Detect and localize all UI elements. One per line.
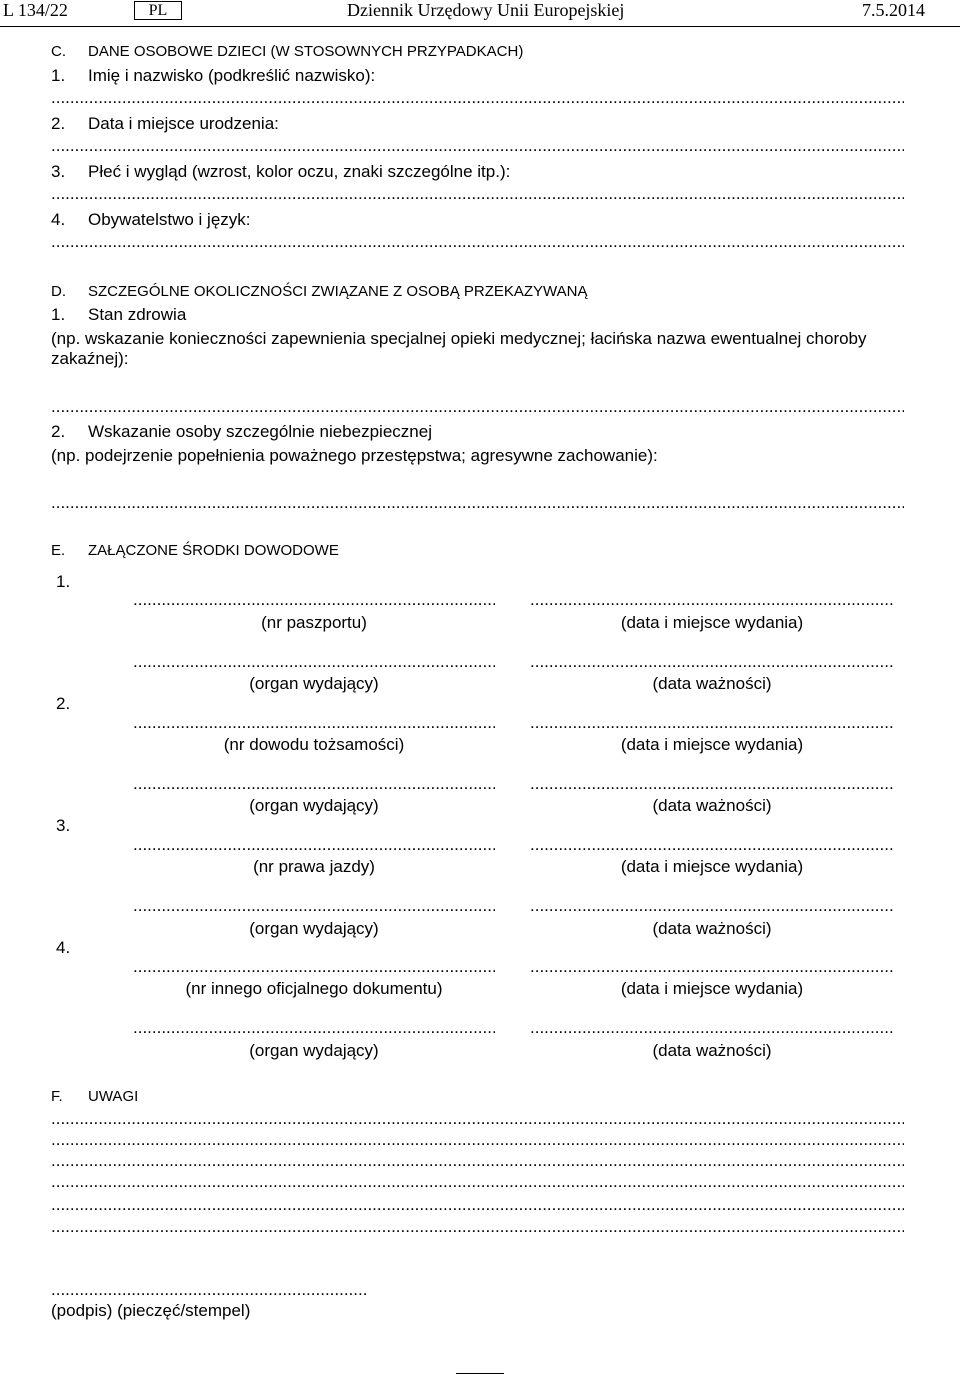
e-item-4-issue-field[interactable] — [530, 958, 894, 975]
c-item-4-label: Obywatelstwo i język: — [88, 210, 251, 229]
e-item-2-authority-caption: (organ wydający) — [249, 796, 379, 815]
c-item-4-number: 4. — [51, 210, 66, 229]
e-item-4-doc-caption: (nr innego oficjalnego dokumentu) — [185, 979, 443, 998]
e-item-3-validity-caption: (data ważności) — [652, 919, 772, 938]
e-item-1-issue-caption: (data i miejsce wydania) — [620, 613, 804, 632]
c-item-2-label: Data i miejsce urodzenia: — [88, 114, 279, 133]
e-item-2-issue-caption: (data i miejsce wydania) — [620, 735, 804, 754]
section-d-heading: SZCZEGÓLNE OKOLICZNOŚCI ZWIĄZANE Z OSOBĄ PRZEKAZYWANĄ — [88, 283, 588, 300]
section-f-letter: F. — [51, 1088, 63, 1105]
footer-rule — [456, 1373, 504, 1374]
e-item-4-authority-caption: (organ wydający) — [249, 1041, 379, 1060]
d-item-2-number: 2. — [51, 422, 66, 441]
c-item-2-field[interactable] — [51, 137, 904, 154]
e-item-3-number: 3. — [56, 816, 71, 835]
e-item-4-number: 4. — [56, 938, 71, 957]
e-item-3-doc-field[interactable] — [133, 836, 495, 853]
e-item-2-doc-field[interactable] — [133, 714, 495, 731]
e-item-4-issue-caption: (data i miejsce wydania) — [620, 979, 804, 998]
signature-caption: (podpis) (pieczęć/stempel) — [51, 1301, 251, 1320]
remarks-line[interactable] — [51, 1131, 904, 1148]
e-item-2-number: 2. — [56, 694, 71, 713]
e-item-1-validity-caption: (data ważności) — [652, 674, 772, 693]
journal-title: Dziennik Urzędowy Unii Europejskiej — [347, 0, 625, 20]
d-item-1-number: 1. — [51, 305, 66, 324]
e-item-4-doc-field[interactable] — [133, 958, 495, 975]
c-item-1-field[interactable] — [51, 89, 904, 106]
e-item-3-validity-field[interactable] — [530, 897, 894, 914]
e-item-1-authority-field[interactable] — [133, 653, 495, 670]
d-item-2-note: (np. podejrzenie popełnienia poważnego przestępstwa; agresywne zachowanie): — [51, 446, 658, 465]
publication-date: 7.5.2014 — [862, 0, 925, 20]
e-item-3-issue-field[interactable] — [530, 836, 894, 853]
section-d-letter: D. — [51, 283, 66, 300]
section-c-letter: C. — [51, 43, 66, 60]
header-rule — [0, 26, 960, 27]
e-item-1-validity-field[interactable] — [530, 653, 894, 670]
d-item-1-field[interactable] — [51, 398, 904, 415]
section-f-heading: UWAGI — [88, 1088, 139, 1105]
e-item-1-issue-field[interactable] — [530, 591, 894, 608]
section-e-letter: E. — [51, 542, 66, 559]
e-item-1-doc-field[interactable] — [133, 591, 495, 608]
d-item-1-label: Stan zdrowia — [88, 305, 187, 324]
c-item-1-number: 1. — [51, 66, 66, 85]
remarks-line[interactable] — [51, 1173, 904, 1190]
e-item-1-doc-caption: (nr paszportu) — [261, 613, 367, 632]
d-item-2-label: Wskazanie osoby szczególnie niebezpiecznej — [88, 422, 432, 441]
c-item-2-number: 2. — [51, 114, 66, 133]
c-item-3-label: Płeć i wygląd (wzrost, kolor oczu, znaki szczególne itp.): — [88, 162, 511, 181]
signature-field[interactable] — [51, 1281, 367, 1298]
e-item-2-validity-field[interactable] — [530, 775, 894, 792]
section-c-heading: DANE OSOBOWE DZIECI (W STOSOWNYCH PRZYPADKACH) — [88, 43, 524, 60]
c-item-3-number: 3. — [51, 162, 66, 181]
d-item-1-note-line2: zakaźnej): — [51, 349, 129, 368]
language-box: PL — [134, 1, 182, 20]
e-item-4-validity-field[interactable] — [530, 1019, 894, 1036]
e-item-4-authority-field[interactable] — [133, 1019, 495, 1036]
e-item-3-authority-caption: (organ wydający) — [249, 919, 379, 938]
remarks-line[interactable] — [51, 1152, 904, 1169]
e-item-3-authority-field[interactable] — [133, 897, 495, 914]
e-item-3-doc-caption: (nr prawa jazdy) — [253, 857, 375, 876]
e-item-3-issue-caption: (data i miejsce wydania) — [620, 857, 804, 876]
e-item-2-doc-caption: (nr dowodu tożsamości) — [223, 735, 405, 754]
page-reference: L 134/22 — [3, 0, 68, 20]
d-item-2-field[interactable] — [51, 494, 904, 511]
c-item-1-label: Imię i nazwisko (podkreślić nazwisko): — [88, 66, 376, 85]
e-item-2-validity-caption: (data ważności) — [652, 796, 772, 815]
e-item-4-validity-caption: (data ważności) — [652, 1041, 772, 1060]
e-item-2-issue-field[interactable] — [530, 714, 894, 731]
remarks-line[interactable] — [51, 1110, 904, 1127]
c-item-4-field[interactable] — [51, 233, 904, 250]
remarks-line[interactable] — [51, 1218, 904, 1235]
c-item-3-field[interactable] — [51, 185, 904, 202]
remarks-line[interactable] — [51, 1196, 904, 1213]
e-item-1-number: 1. — [56, 572, 71, 591]
d-item-1-note-line1: (np. wskazanie konieczności zapewnienia specjalnej opieki medycznej; łacińska nazwa ewentualnej choroby — [51, 329, 867, 348]
e-item-2-authority-field[interactable] — [133, 775, 495, 792]
section-e-heading: ZAŁĄCZONE ŚRODKI DOWODOWE — [88, 542, 339, 559]
e-item-1-authority-caption: (organ wydający) — [249, 674, 379, 693]
